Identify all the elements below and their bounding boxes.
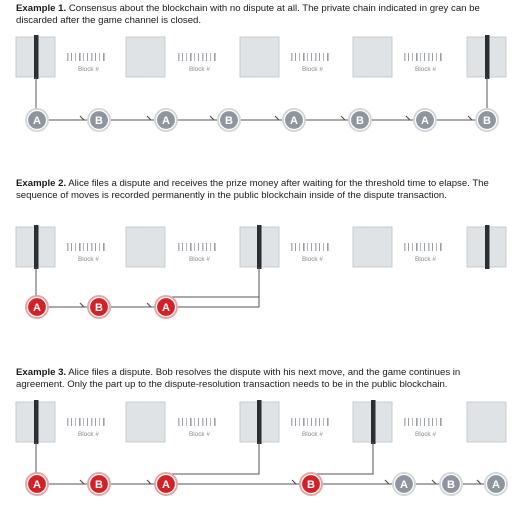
block-stripe — [210, 243, 211, 251]
block-stripe — [323, 418, 324, 426]
block-stripe — [432, 53, 433, 61]
block-label: Block # — [415, 431, 436, 438]
block-stripe — [214, 53, 216, 61]
chain-anchor-marker — [485, 225, 490, 269]
block-stripe — [319, 53, 320, 61]
block-stripe — [436, 53, 437, 61]
block-square — [353, 227, 392, 267]
block-stripe — [412, 243, 413, 251]
block-stripe — [99, 418, 100, 426]
move-node-label: B — [95, 479, 103, 491]
block-stripe — [311, 418, 312, 426]
move-link-tick — [147, 116, 151, 120]
block-stripe — [190, 418, 192, 426]
block-stripe — [202, 418, 204, 426]
block-stripe — [194, 53, 195, 61]
move-node-label: A — [290, 115, 298, 127]
block-stripe — [408, 418, 409, 426]
block-square — [126, 402, 165, 442]
block-stripe — [432, 243, 433, 251]
block-label: Block # — [415, 66, 436, 73]
block-stripe — [412, 53, 413, 61]
block-stripe — [103, 418, 105, 426]
block-stripe — [307, 53, 308, 61]
block-stripe — [99, 53, 100, 61]
block-stripe — [71, 243, 72, 251]
block-stripe — [299, 53, 300, 61]
example-2-group — [16, 225, 506, 319]
block-stripe — [295, 243, 296, 251]
move-node-label: A — [162, 302, 170, 314]
move-node-label: A — [421, 115, 429, 127]
block-label: Block # — [415, 256, 436, 263]
block-stripe — [75, 243, 76, 251]
block-square — [240, 37, 279, 77]
block-stripe — [404, 53, 406, 61]
block-stripe — [91, 418, 93, 426]
move-node-label: B — [307, 479, 315, 491]
chain-anchor-marker — [34, 225, 39, 269]
block-stripe — [311, 243, 312, 251]
block-stripe — [420, 53, 421, 61]
block-label: Block # — [189, 66, 210, 73]
block-label: Block # — [78, 431, 99, 438]
block-stripe — [420, 418, 421, 426]
block-stripe — [327, 53, 329, 61]
block-stripe — [206, 243, 207, 251]
example-3-title: Example 3. — [16, 367, 67, 378]
block-stripe — [83, 418, 84, 426]
move-link-tick — [341, 116, 345, 120]
block-stripe — [206, 53, 207, 61]
move-link-tick — [468, 116, 472, 120]
block-stripe — [87, 53, 88, 61]
block-stripe — [404, 243, 406, 251]
block-label: Block # — [78, 66, 99, 73]
block-stripe — [303, 418, 305, 426]
block-square — [467, 402, 506, 442]
block-stripe — [299, 418, 300, 426]
block-stripe — [295, 53, 296, 61]
block-stripe — [103, 53, 105, 61]
move-node-label: A — [33, 479, 41, 491]
block-stripe — [440, 418, 442, 426]
block-stripe — [190, 243, 192, 251]
block-stripe — [99, 243, 100, 251]
block-label: Block # — [302, 431, 323, 438]
block-stripe — [408, 243, 409, 251]
example-3-text: Alice files a dispute. Bob resolves the dispute with his next move, and the game continues in agreement. Only the part up to the dispute-resolution transaction needs to be in the public blockchain. — [16, 367, 461, 390]
block-stripe — [79, 53, 81, 61]
block-stripe — [186, 243, 187, 251]
move-node-label: B — [95, 302, 103, 314]
block-stripe — [67, 243, 69, 251]
move-node-label: B — [225, 115, 233, 127]
block-stripe — [178, 418, 180, 426]
block-stripe — [311, 53, 312, 61]
block-stripe — [323, 53, 324, 61]
block-stripe — [194, 418, 195, 426]
block-stripe — [327, 243, 329, 251]
block-stripe — [210, 53, 211, 61]
move-node-label: A — [400, 479, 408, 491]
block-stripe — [315, 418, 317, 426]
block-stripe — [91, 243, 93, 251]
block-stripe — [87, 243, 88, 251]
block-stripe — [206, 418, 207, 426]
block-stripe — [416, 53, 418, 61]
move-node-label: A — [33, 302, 41, 314]
block-stripe — [307, 243, 308, 251]
move-link-tick — [477, 480, 481, 484]
block-stripe — [436, 418, 437, 426]
example-2-title: Example 2. — [16, 178, 67, 189]
block-stripe — [428, 418, 430, 426]
block-stripe — [103, 243, 105, 251]
block-stripe — [291, 418, 293, 426]
block-stripe — [214, 418, 216, 426]
block-stripe — [416, 243, 418, 251]
move-link-tick — [406, 116, 410, 120]
block-stripe — [412, 418, 413, 426]
block-stripe — [436, 243, 437, 251]
block-stripe — [408, 53, 409, 61]
block-stripe — [91, 53, 93, 61]
block-stripe — [178, 53, 180, 61]
move-link-tick — [292, 480, 296, 484]
block-stripe — [307, 418, 308, 426]
block-stripe — [67, 53, 69, 61]
chain-anchor-marker — [371, 400, 376, 444]
block-stripe — [87, 418, 88, 426]
dispute-link — [177, 267, 259, 307]
move-link-tick — [147, 303, 151, 307]
block-stripe — [178, 243, 180, 251]
block-square — [126, 37, 165, 77]
block-stripe — [319, 243, 320, 251]
block-stripe — [202, 53, 204, 61]
block-stripe — [198, 418, 199, 426]
example-3-group — [16, 400, 508, 496]
move-node-label: A — [33, 115, 41, 127]
move-node-label: B — [447, 479, 455, 491]
block-stripe — [291, 53, 293, 61]
block-stripe — [214, 243, 216, 251]
chain-anchor-marker — [485, 35, 490, 79]
block-stripe — [71, 418, 72, 426]
block-stripe — [295, 418, 296, 426]
block-stripe — [315, 53, 317, 61]
block-stripe — [95, 53, 96, 61]
block-square — [353, 37, 392, 77]
block-stripe — [432, 418, 433, 426]
block-stripe — [440, 243, 442, 251]
block-stripe — [291, 243, 293, 251]
block-stripe — [420, 243, 421, 251]
example-1-text: Consensus about the blockchain with no dispute at all. The private chain indicated in grey can be discarded after the game channel is closed. — [16, 3, 480, 26]
block-stripe — [299, 243, 300, 251]
move-node-label: A — [162, 479, 170, 491]
move-link-tick — [210, 116, 214, 120]
block-stripe — [75, 53, 76, 61]
chain-anchor-marker — [257, 225, 262, 269]
block-stripe — [428, 243, 430, 251]
move-node-label: B — [356, 115, 364, 127]
block-stripe — [95, 418, 96, 426]
move-node-label: B — [483, 115, 491, 127]
block-stripe — [182, 418, 183, 426]
block-stripe — [194, 243, 195, 251]
block-stripe — [315, 243, 317, 251]
move-link-tick — [147, 480, 151, 484]
block-stripe — [75, 418, 76, 426]
move-link-tick — [80, 480, 84, 484]
block-label: Block # — [302, 66, 323, 73]
block-stripe — [198, 243, 199, 251]
block-stripe — [424, 53, 425, 61]
block-stripe — [440, 53, 442, 61]
block-stripe — [95, 243, 96, 251]
block-label: Block # — [302, 256, 323, 263]
block-stripe — [424, 418, 425, 426]
block-stripe — [190, 53, 192, 61]
block-label: Block # — [78, 256, 99, 263]
move-link-tick — [432, 480, 436, 484]
block-stripe — [319, 418, 320, 426]
block-stripe — [198, 53, 199, 61]
block-label: Block # — [189, 431, 210, 438]
block-stripe — [182, 243, 183, 251]
block-stripe — [327, 418, 329, 426]
block-stripe — [323, 243, 324, 251]
move-link-tick — [275, 116, 279, 120]
block-stripe — [79, 418, 81, 426]
block-stripe — [428, 53, 430, 61]
block-label: Block # — [189, 256, 210, 263]
block-stripe — [71, 53, 72, 61]
chain-anchor-marker — [34, 400, 39, 444]
example-2-text: Alice files a dispute and receives the prize money after waiting for the threshold time to elapse. The sequence of moves is recorded permanently in the public blockchain inside of the dispute transaction. — [16, 178, 489, 201]
chain-connector — [166, 442, 259, 484]
block-stripe — [186, 53, 187, 61]
block-stripe — [202, 243, 204, 251]
move-node-label: A — [492, 479, 500, 491]
chain-connector — [166, 267, 259, 307]
block-stripe — [303, 243, 305, 251]
block-stripe — [416, 418, 418, 426]
chain-anchor-marker — [34, 35, 39, 79]
move-node-label: A — [162, 115, 170, 127]
chain-anchor-marker — [257, 400, 262, 444]
example-1-title: Example 1. — [16, 3, 67, 14]
block-square — [126, 227, 165, 267]
move-link-tick — [80, 116, 84, 120]
block-stripe — [404, 418, 406, 426]
block-stripe — [210, 418, 211, 426]
block-stripe — [79, 243, 81, 251]
block-stripe — [424, 243, 425, 251]
example-1-group — [16, 35, 506, 132]
block-stripe — [303, 53, 305, 61]
block-stripe — [186, 418, 187, 426]
block-stripe — [67, 418, 69, 426]
move-link-tick — [80, 303, 84, 307]
move-link-tick — [385, 480, 389, 484]
move-node-label: B — [95, 115, 103, 127]
block-stripe — [83, 53, 84, 61]
block-stripe — [182, 53, 183, 61]
block-stripe — [83, 243, 84, 251]
